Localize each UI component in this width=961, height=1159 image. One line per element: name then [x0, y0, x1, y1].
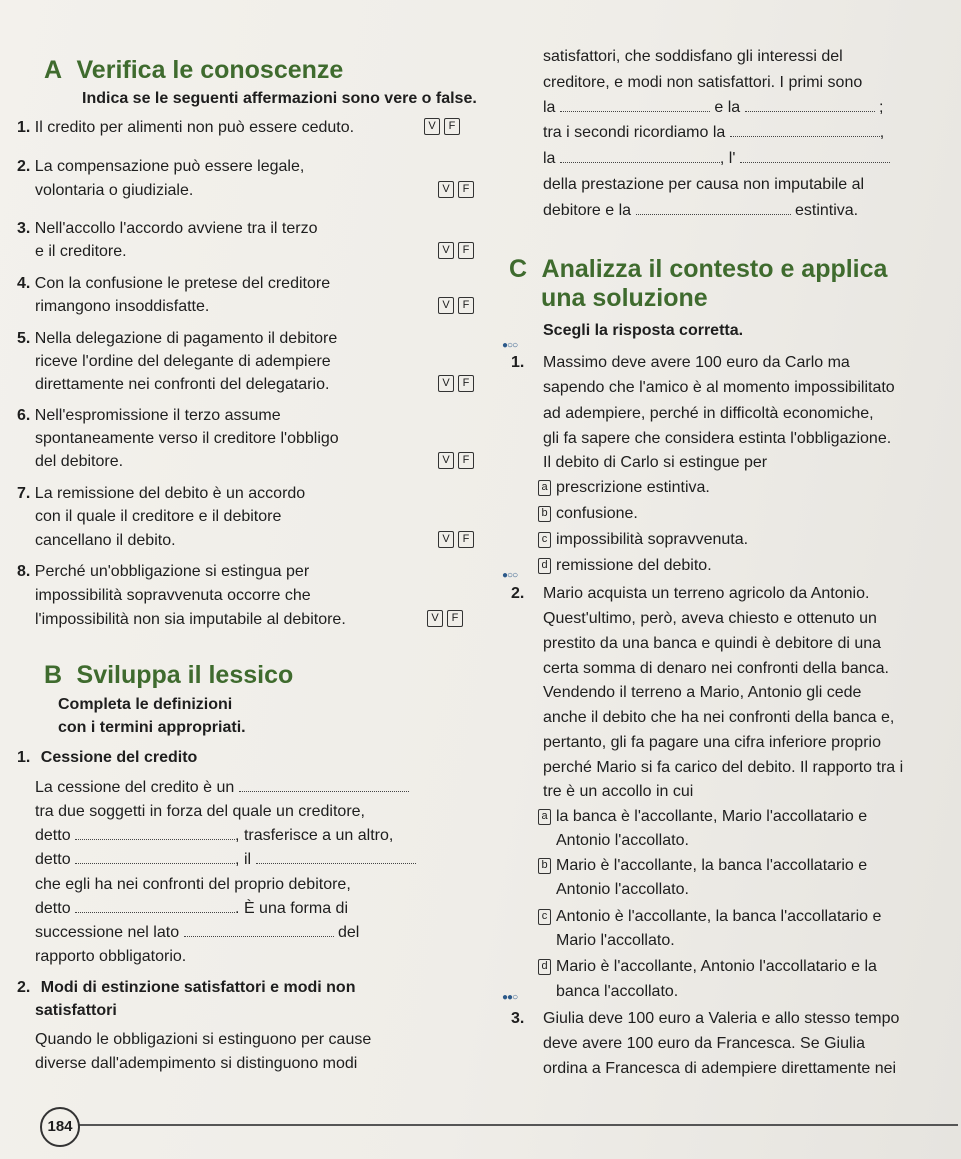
c-q1-text: gli fa sapere che considera estinta l'obbligazione. — [543, 430, 892, 447]
option-d[interactable] — [538, 958, 877, 976]
option-text: Antonio l'accollato. — [556, 832, 689, 849]
c-q3-text: deve avere 100 euro da Francesca. Se Giulia — [543, 1035, 865, 1052]
c-q2-text: Vendendo il terreno a Mario, Antonio gli cede — [543, 684, 862, 701]
item-text: l'impossibilità non sia imputabile al debitore. — [35, 611, 346, 628]
b-q2-text: diverse dall'adempimento si distinguono modi — [35, 1055, 358, 1072]
true-box[interactable]: V — [438, 452, 454, 469]
item-number: 7. — [17, 485, 31, 502]
c-q1-text: ad adempiere, perché in difficoltà economiche, — [543, 405, 874, 422]
item-text: impossibilità sopravvenuta occorre che — [35, 587, 311, 604]
fill-blank[interactable] — [184, 924, 334, 937]
rt-line: la e la ; — [543, 99, 884, 116]
fill-blank[interactable] — [239, 779, 409, 792]
rt-text: e la — [714, 99, 741, 116]
b-q1-text: che egli ha nei confronti del proprio debitore, — [35, 876, 351, 893]
difficulty-dots: ●●○ — [502, 992, 518, 1003]
item-text: direttamente nei confronti del delegatario. — [35, 376, 330, 393]
section-b-letter: B — [44, 661, 63, 689]
item-number: 2. — [17, 979, 31, 996]
option-key: a — [538, 809, 551, 825]
item-text: Nell'accollo l'accordo avviene tra il terzo — [34, 220, 318, 237]
false-box[interactable]: F — [458, 375, 474, 392]
fill-blank[interactable] — [560, 99, 710, 112]
option-key: c — [538, 909, 551, 925]
section-c-letter: C — [509, 255, 528, 283]
b-q1-text: del — [338, 924, 360, 941]
rt-text: la — [543, 150, 556, 167]
option-text: Mario è l'accollante, Antonio l'accollatario e la — [556, 958, 877, 975]
option-text: Antonio l'accollato. — [556, 881, 689, 898]
option-c[interactable] — [538, 908, 881, 926]
section-b-instruction-2: con i termini appropriati. — [58, 719, 246, 736]
false-box[interactable]: F — [458, 242, 474, 259]
item-text: La remissione del debito è un accordo — [34, 485, 306, 502]
item-number: 1. — [511, 354, 525, 371]
item-text: del debitore. — [35, 453, 124, 470]
c-q3-text: Giulia deve 100 euro a Valeria e allo stesso tempo — [543, 1010, 900, 1027]
fill-blank[interactable] — [730, 124, 880, 137]
option-text: Antonio è l'accollante, la banca l'accollatario e — [556, 908, 882, 925]
b-q1-text: detto — [35, 851, 71, 868]
option-a[interactable] — [538, 479, 710, 497]
b-q1-line — [35, 900, 348, 918]
b-q1-text: . È una forma di — [235, 900, 348, 917]
fill-blank[interactable] — [75, 900, 235, 913]
option-b[interactable] — [538, 857, 867, 875]
true-box[interactable]: V — [438, 242, 454, 259]
item-text: Il credito per alimenti non può essere ceduto. — [34, 119, 355, 136]
b-q1-title: Cessione del credito — [40, 749, 198, 766]
item-number: 4. — [17, 275, 31, 292]
fill-blank[interactable] — [560, 150, 720, 163]
item-text: Nell'espromissione il terzo assume — [34, 407, 281, 424]
option-text: Mario l'accollato. — [556, 932, 675, 949]
item-number: 2. — [511, 585, 525, 602]
rt-text: estintiva. — [794, 202, 859, 219]
rt-text: debitore e la — [543, 202, 632, 219]
b-q1-text: rapporto obbligatorio. — [35, 948, 187, 965]
b-q1-heading — [17, 749, 197, 767]
b-q1-text: successione nel lato — [35, 924, 180, 941]
true-box[interactable]: V — [438, 375, 454, 392]
item-number: 2. — [17, 158, 31, 175]
c-q2-text: Quest'ultimo, però, aveva chiesto e ottenuto un — [543, 610, 877, 627]
option-text: remissione del debito. — [556, 557, 712, 574]
section-a-header — [44, 56, 343, 85]
rt-line — [543, 150, 890, 168]
b-q1-text: detto — [35, 827, 71, 844]
c-q2-text: prestito da una banca e quindi è debitore di una — [543, 635, 882, 652]
item-text: volontaria o giudiziale. — [35, 182, 194, 199]
rt-line — [543, 202, 858, 220]
fill-blank[interactable] — [745, 99, 875, 112]
false-box[interactable]: F — [458, 181, 474, 198]
b-q1-line — [35, 803, 365, 821]
option-key: d — [538, 959, 551, 975]
option-key: b — [538, 858, 551, 874]
section-c-instruction: Scegli la risposta corretta. — [543, 322, 744, 339]
option-text: prescrizione estintiva. — [556, 479, 710, 496]
option-a[interactable] — [538, 808, 867, 826]
item-text: riceve l'ordine del delegante di adempiere — [35, 353, 331, 370]
c-q3-text: ordina a Francesca di adempiere direttamente nei — [543, 1060, 897, 1077]
option-text: Mario è l'accollante, la banca l'accollatario e — [556, 857, 868, 874]
option-key: d — [538, 558, 551, 574]
c-q2-text: tre è un accollo in cui — [543, 783, 694, 800]
false-box[interactable]: F — [458, 297, 474, 314]
fill-blank[interactable] — [75, 851, 235, 864]
item-text: La compensazione può essere legale, — [34, 158, 305, 175]
b-q1-line — [35, 779, 409, 797]
true-box[interactable]: V — [424, 118, 440, 135]
c-q2-text: pertanto, gli fa pagare una cifra inferiore proprio — [543, 734, 881, 751]
c-q2-text: Mario acquista un terreno agricolo da Antonio. — [543, 585, 870, 602]
b-q1-text: La cessione del credito è un — [35, 779, 235, 796]
false-box[interactable]: F — [458, 531, 474, 548]
option-b[interactable] — [538, 505, 638, 523]
b-q2-title: Modi di estinzione satisfattori e modi non — [40, 979, 356, 996]
option-text: la banca è l'accollante, Mario l'accollatario e — [556, 808, 868, 825]
item-text: Con la confusione le pretese del creditore — [34, 275, 331, 292]
rt-line: satisfattori, che soddisfano gli interessi del — [543, 48, 843, 65]
item-text: e il creditore. — [35, 243, 127, 260]
c-q1-text: Massimo deve avere 100 euro da Carlo ma — [543, 354, 850, 371]
option-key: c — [538, 532, 551, 548]
section-c-title-1: Analizza il contesto e applica — [541, 255, 888, 283]
item-text: rimangono insoddisfatte. — [35, 298, 210, 315]
b-q1-text: , trasferisce a un altro, — [235, 827, 394, 844]
b-q1-text: , il — [235, 851, 252, 868]
section-b-instruction-1: Completa le definizioni — [58, 696, 233, 713]
rt-text: la — [543, 99, 556, 116]
option-text: impossibilità sopravvenuta. — [556, 531, 749, 548]
true-box[interactable]: V — [438, 297, 454, 314]
rt-line: creditore, e modi non satisfattori. I primi sono — [543, 74, 863, 91]
b-q1-text: tra due soggetti in forza del quale un creditore, — [35, 803, 365, 820]
item-number: 5. — [17, 330, 31, 347]
page-number: 184 — [40, 1107, 80, 1147]
option-key: b — [538, 506, 551, 522]
b-q2-heading — [17, 979, 355, 997]
section-a-letter: A — [44, 56, 63, 84]
rt-text: tra i secondi ricordiamo la — [543, 124, 726, 141]
true-box[interactable]: V — [427, 610, 443, 627]
b-q2-title-2: satisfattori — [35, 1002, 117, 1019]
section-a-instruction: Indica se le seguenti affermazioni sono vere o false. — [82, 90, 477, 107]
section-b-title: Sviluppa il lessico — [76, 661, 294, 689]
rt-line: della prestazione per causa non imputabile al — [543, 176, 865, 193]
footer-rule — [78, 1124, 958, 1126]
false-box[interactable]: F — [444, 118, 460, 135]
true-box[interactable]: V — [438, 181, 454, 198]
item-number: 1. — [17, 119, 31, 136]
section-c-title-2: una soluzione — [541, 284, 708, 312]
option-text: confusione. — [556, 505, 638, 522]
b-q1-line — [35, 827, 393, 845]
section-c-header — [509, 255, 887, 284]
fill-blank[interactable] — [740, 150, 890, 163]
fill-blank[interactable] — [256, 851, 416, 864]
option-text: banca l'accollato. — [556, 983, 679, 1000]
option-c[interactable] — [538, 531, 748, 549]
item-number: 3. — [511, 1010, 525, 1027]
c-q2-text: anche il debito che ha nei confronti della banca e, — [543, 709, 895, 726]
fill-blank[interactable] — [636, 202, 791, 215]
item-text: con il quale il creditore e il debitore — [35, 508, 282, 525]
rt-line: tra i secondi ricordiamo la , — [543, 124, 885, 141]
option-key: a — [538, 480, 551, 496]
difficulty-dots: ●○○ — [502, 570, 518, 581]
b-q1-line — [35, 851, 416, 869]
b-q1-text: detto — [35, 900, 71, 917]
rt-text: , l' — [719, 150, 736, 167]
section-b-header — [44, 661, 293, 690]
c-q2-text: certa somma di denaro nei confronti della banca. — [543, 660, 889, 677]
b-q2-text: Quando le obbligazioni si estinguono per cause — [35, 1031, 372, 1048]
c-q1-text: Il debito di Carlo si estingue per — [543, 454, 768, 471]
item-text: Nella delegazione di pagamento il debitore — [34, 330, 338, 347]
true-box[interactable]: V — [438, 531, 454, 548]
option-d[interactable] — [538, 557, 712, 575]
c-q1-text: sapendo che l'amico è al momento impossibilitato — [543, 379, 895, 396]
section-a-title: Verifica le conoscenze — [76, 56, 344, 84]
item-text: cancellano il debito. — [35, 532, 176, 549]
b-q1-line — [35, 924, 359, 942]
item-number: 3. — [17, 220, 31, 237]
false-box[interactable]: F — [447, 610, 463, 627]
item-number: 1. — [17, 749, 31, 766]
item-text: spontaneamente verso il creditore l'obbligo — [35, 430, 339, 447]
fill-blank[interactable] — [75, 827, 235, 840]
b-q1-line — [35, 876, 351, 894]
difficulty-dots: ●○○ — [502, 340, 518, 351]
c-q2-text: perché Mario si fa carico del debito. Il rapporto tra i — [543, 759, 904, 776]
item-text: Perché un'obbligazione si estingua per — [34, 563, 310, 580]
b-q1-line — [35, 948, 186, 966]
item-number: 8. — [17, 563, 31, 580]
item-number: 6. — [17, 407, 31, 424]
false-box[interactable]: F — [458, 452, 474, 469]
